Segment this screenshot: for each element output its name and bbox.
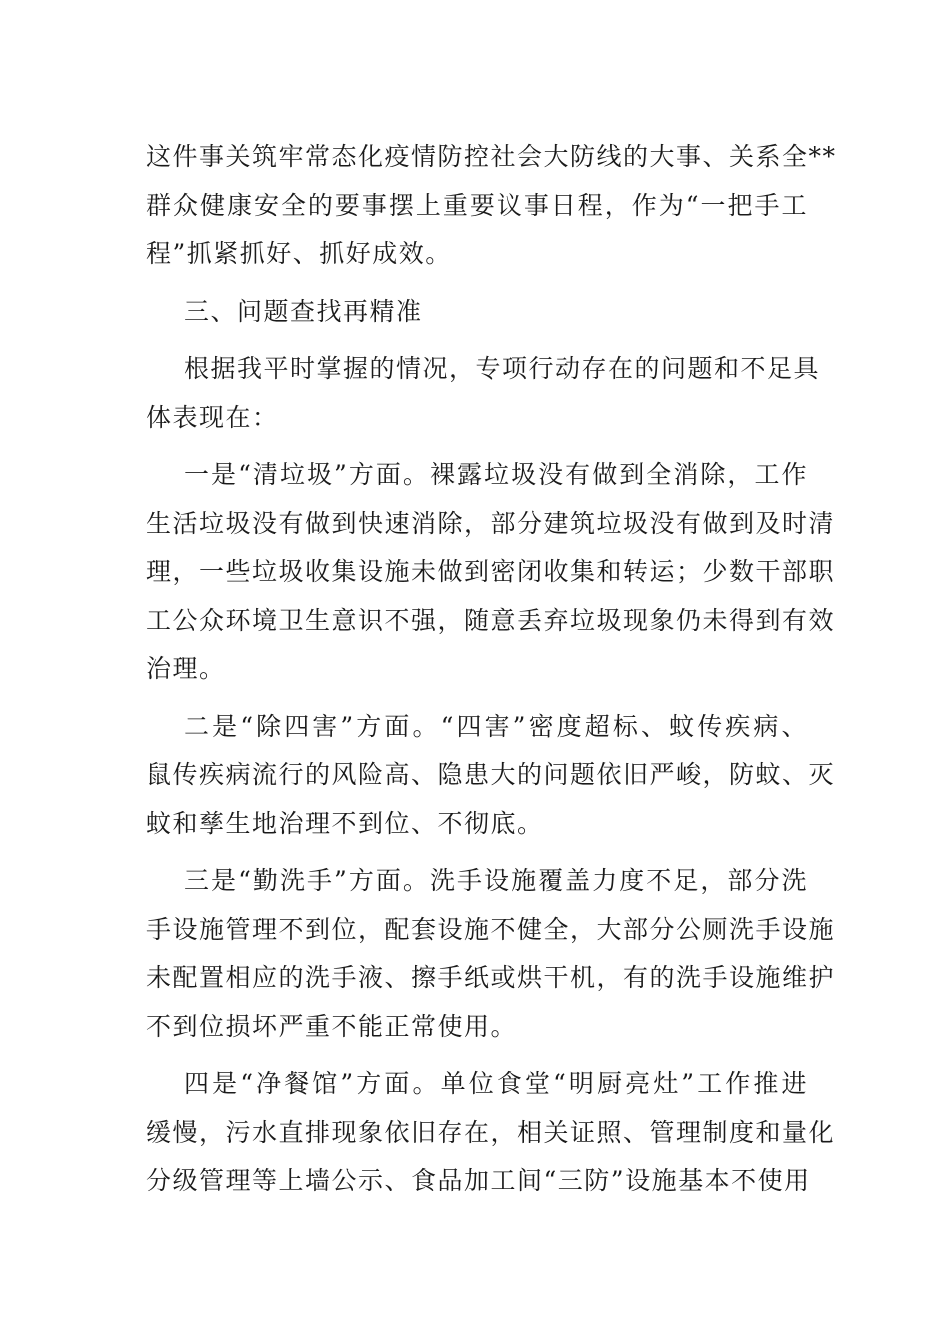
text-line: 体表现在： [146, 402, 279, 432]
text-line: 三是“勤洗手”方面。洗手设施覆盖力度不足，部分洗 [184, 866, 808, 895]
text-line: 未配置相应的洗手液、擦手纸或烘干机，有的洗手设施维护 [146, 963, 836, 992]
text-line: 缓慢，污水直排现象依旧存在，相关证照、管理制度和量化 [146, 1117, 836, 1147]
text-line: 鼠传疾病流行的风险高、隐患大的问题依旧严峻，防蚊、灭 [146, 760, 836, 789]
text-line: 蚊和孳生地治理不到位、不彻底。 [146, 808, 544, 838]
section-heading: 三、问题查找再精准 [184, 296, 423, 326]
text-line: 这件事关筑牢常态化疫情防控社会大防线的大事、关系全** [146, 142, 837, 171]
text-line: 程”抓紧抓好、抓好成效。 [146, 239, 452, 268]
text-line: 四是“净餐馆”方面。单位食堂“明厨亮灶”工作推进 [184, 1069, 808, 1098]
text-line: 分级管理等上墙公示、食品加工间“三防”设施基本不使用 [146, 1166, 811, 1195]
text-line: 二是“除四害”方面。“四害”密度超标、蚊传疾病、 [184, 711, 808, 741]
text-line: 手设施管理不到位，配套设施不健全，大部分公厕洗手设施 [146, 914, 836, 944]
text-line: 理，一些垃圾收集设施未做到密闭收集和转运；少数干部职 [146, 557, 836, 586]
text-line: 一是“清垃圾”方面。裸露垃圾没有做到全消除，工作 [184, 460, 808, 489]
text-line: 工公众环境卫生意识不强，随意丢弃垃圾现象仍未得到有效 [146, 605, 836, 635]
text-line: 治理。 [146, 654, 226, 683]
text-line: 生活垃圾没有做到快速消除，部分建筑垃圾没有做到及时清 [146, 508, 836, 538]
text-line: 不到位损坏严重不能正常使用。 [146, 1011, 518, 1041]
text-line: 群众健康安全的要事摆上重要议事日程，作为“一把手工 [146, 190, 808, 220]
document-body [146, 133, 837, 1206]
text-line: 根据我平时掌握的情况，专项行动存在的问题和不足具 [184, 354, 821, 383]
